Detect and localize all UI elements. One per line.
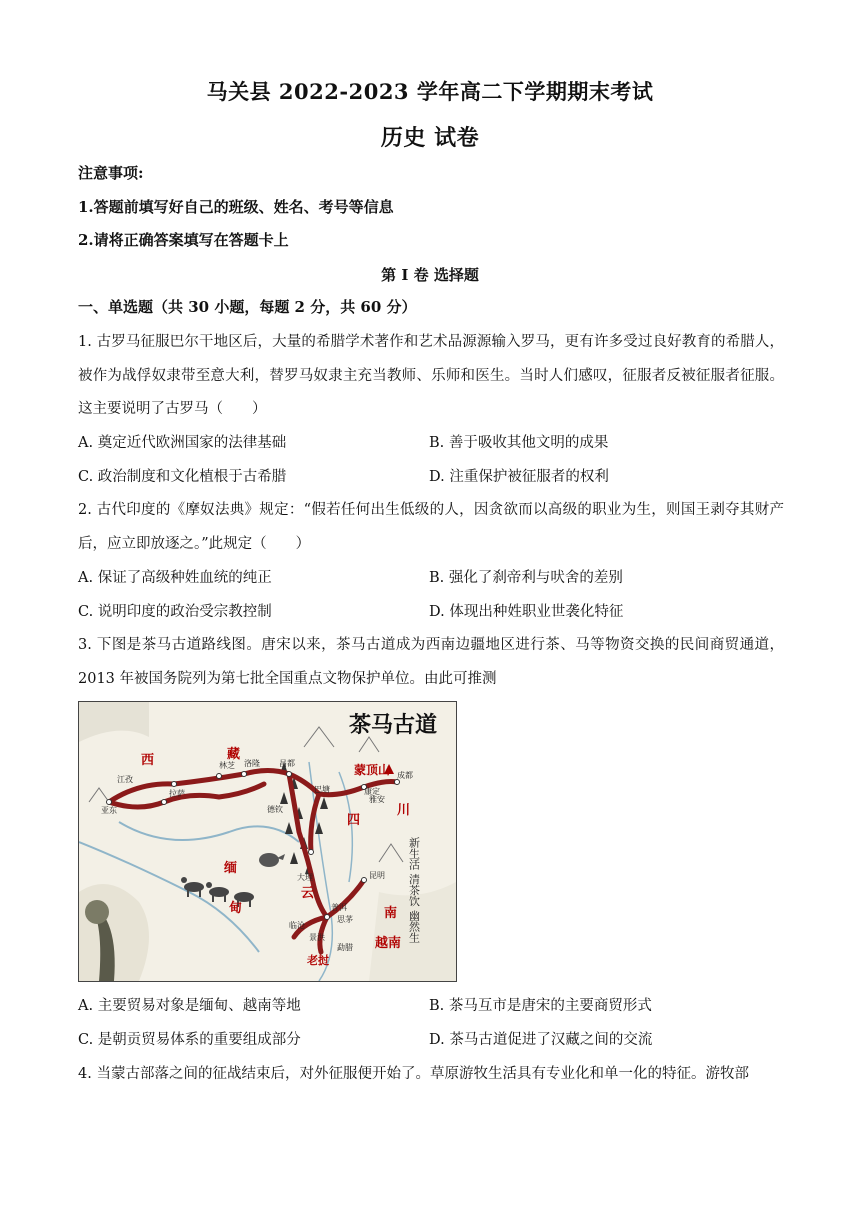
map-region-yun: 云 bbox=[301, 886, 315, 901]
map-place-kangding: 康定 bbox=[364, 787, 380, 796]
part-heading: 一、单选题（共 30 小题，每题 2 分，共 60 分） bbox=[78, 298, 417, 316]
question-2-option-c: C. 说明印度的政治受宗教控制 bbox=[78, 604, 272, 620]
map-place-kunming: 昆明 bbox=[369, 871, 385, 880]
question-2-option-a: A. 保证了高级种姓血统的纯正 bbox=[78, 570, 272, 586]
exam-title: 马关县 2022-2023 学年高二下学期期末考试 bbox=[206, 79, 654, 104]
map-region-nan: 南 bbox=[384, 906, 398, 921]
map-title: 茶马古道 bbox=[349, 713, 438, 738]
exam-subtitle: 历史 试卷 bbox=[380, 125, 480, 151]
map-region-chuan: 川 bbox=[397, 803, 411, 818]
map-poem: 新生活 清茶饮 幽然生 bbox=[407, 837, 421, 943]
map-place-chengdu: 成都 bbox=[397, 771, 413, 780]
question-4-stem: 4. 当蒙古部落之间的征战结束后，对外征服便开始了。草原游牧生活具有专业化和单一化的特征。游牧部 bbox=[78, 1066, 749, 1082]
map-place-dali: 大理 bbox=[297, 873, 313, 882]
question-3-option-a: A. 主要贸易对象是缅甸、越南等地 bbox=[78, 998, 301, 1014]
question-1-option-a: A. 奠定近代欧洲国家的法律基础 bbox=[78, 435, 287, 451]
notice-heading: 注意事项: bbox=[78, 164, 144, 182]
notice-item-1: 1.答题前填写好自己的班级、姓名、考号等信息 bbox=[78, 198, 394, 216]
map-label-mengding: 蒙顶山 bbox=[354, 763, 391, 777]
question-1-stem: 1. 古罗马征服巴尔干地区后，大量的希腊学术著作和艺术品源源输入罗马，更有许多受过良好教育的希腊人，被作为战俘奴隶带至意大利，替罗马奴隶主充当教师、乐师和医生。当时人们感叹，征服者反被征服者征服。这主要说明了古罗马（ ） bbox=[78, 334, 784, 417]
map-region-mian: 缅 bbox=[224, 861, 238, 876]
map-place-simao: 思茅 bbox=[337, 915, 353, 924]
question-1-option-b: B. 善于吸收其他文明的成果 bbox=[429, 435, 609, 451]
map-place-yadong: 亚东 bbox=[101, 806, 117, 815]
notice-item-2: 2.请将正确答案填写在答题卡上 bbox=[78, 231, 289, 249]
map-region-vietnam: 越南 bbox=[375, 936, 402, 951]
question-1-option-d: D. 注重保护被征服者的权利 bbox=[429, 469, 609, 485]
question-3-stem: 3. 下图是茶马古道路线图。唐宋以来，茶马古道成为西南边疆地区进行茶、马等物资交换的民间商贸通道，2013 年被国务院列为第七批全国重点文物保护单位。由此可推测 bbox=[78, 637, 784, 687]
question-3-option-d: D. 茶马古道促进了汉藏之间的交流 bbox=[429, 1032, 653, 1048]
map-place-luolong: 洛隆 bbox=[244, 759, 260, 768]
map-place-lasa: 拉萨 bbox=[169, 789, 185, 798]
tea-horse-road-map bbox=[78, 701, 457, 982]
map-place-changdu: 昌都 bbox=[279, 759, 295, 768]
map-place-yaan: 雅安 bbox=[369, 795, 385, 804]
map-region-zang: 藏 bbox=[227, 747, 241, 762]
question-1-option-c: C. 政治制度和文化植根于古希腊 bbox=[78, 469, 287, 485]
map-place-batang: 巴塘 bbox=[314, 785, 330, 794]
volume-heading: 第 I 卷 选择题 bbox=[381, 266, 479, 284]
map-region-dian: 甸 bbox=[229, 901, 243, 916]
map-place-jiangzi: 江孜 bbox=[117, 775, 133, 784]
map-region-laos: 老挝 bbox=[307, 954, 329, 967]
map-place-linzhi: 林芝 bbox=[219, 761, 235, 770]
map-region-si: 四 bbox=[347, 813, 361, 828]
question-2-stem: 2. 古代印度的《摩奴法典》规定：“假若任何出生低级的人，因贪欲而以高级的职业为生，则国王剥夺其财产后，应立即放逐之。”此规定（ ） bbox=[78, 502, 784, 552]
question-2-option-b: B. 强化了刹帝利与吠舍的差别 bbox=[429, 570, 623, 586]
question-2-option-d: D. 体现出种姓职业世袭化特征 bbox=[429, 604, 624, 620]
map-place-deqin: 德钦 bbox=[267, 805, 283, 814]
map-place-puer: 普洱 bbox=[331, 903, 347, 912]
map-place-lincang: 临沧 bbox=[289, 921, 305, 930]
map-place-mengla: 勐腊 bbox=[337, 943, 353, 952]
question-3-option-b: B. 茶马互市是唐宋的主要商贸形式 bbox=[429, 998, 652, 1014]
map-region-xi: 西 bbox=[141, 753, 155, 768]
map-place-jinghong: 景洪 bbox=[309, 933, 325, 942]
question-3-option-c: C. 是朝贡贸易体系的重要组成部分 bbox=[78, 1032, 301, 1048]
